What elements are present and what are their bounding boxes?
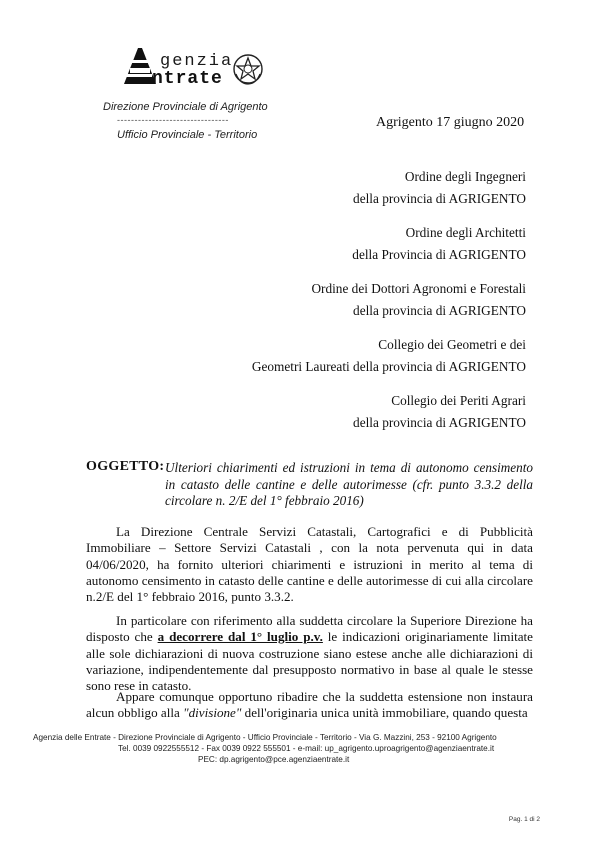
letter-date: Agrigento 17 giugno 2020 bbox=[376, 115, 525, 130]
recipient-block bbox=[252, 334, 526, 378]
body-paragraph-2 bbox=[86, 613, 533, 694]
paragraph-text: le indicazioni originariamente limitate alle sole dichiarazioni di nuova costruzione siano estese anche alle dichiarazioni di variazione, indipendentemente dal presupposto normativo in base al quale le stesse sono rese in catasto. bbox=[86, 629, 533, 694]
office-line-2: Ufficio Provinciale - Territorio bbox=[117, 129, 258, 141]
paragraph-text: In particolare con riferimento alla suddetta circolare la Superiore Direzione ha disposto che bbox=[86, 613, 533, 645]
recipient-block bbox=[311, 278, 526, 322]
office-line-1: Direzione Provinciale di Agrigento bbox=[103, 101, 268, 113]
office-divider: -------------------------------- bbox=[117, 115, 229, 125]
recipient-line: della Provincia di AGRIGENTO bbox=[352, 247, 526, 262]
italian-republic-emblem-icon bbox=[232, 52, 264, 86]
recipient-line: Collegio dei Periti Agrari bbox=[391, 393, 526, 408]
recipient-line: della provincia di AGRIGENTO bbox=[353, 415, 526, 430]
logo-text-genzia: genzia bbox=[160, 52, 234, 71]
paragraph-text: Appare comunque opportuno ribadire che la suddetta estensione non instaura alcun obbligo alla bbox=[86, 689, 533, 721]
page-number: Pag. 1 di 2 bbox=[508, 816, 540, 823]
body-paragraph-1 bbox=[86, 524, 533, 605]
recipient-line: Ordine degli Ingegneri bbox=[404, 169, 526, 184]
division-emphasis: "divisione" bbox=[183, 705, 242, 721]
paragraph-text: dell'originaria unica unità immobiliare, quando questa bbox=[241, 705, 528, 721]
footer-contacts: Tel. 0039 0922555512 - Fax 0039 0922 555501 - e-mail: up_agrigento.uproagrigento@agenziaentrate.it bbox=[118, 744, 495, 753]
effective-date-emphasis: a decorrere dal 1° luglio p.v. bbox=[157, 629, 323, 645]
recipient-block bbox=[352, 222, 526, 266]
recipient-line: Ordine degli Architetti bbox=[405, 225, 526, 240]
recipient-block bbox=[353, 390, 526, 434]
subject-label: OGGETTO: bbox=[86, 459, 165, 474]
footer-pec: PEC: dp.agrigento@pce.agenziaentrate.it bbox=[198, 755, 350, 764]
recipient-block bbox=[353, 166, 526, 210]
footer-address: Agenzia delle Entrate - Direzione Provinciale di Agrigento - Ufficio Provinciale - Territorio - Via G. Mazzini, 253 - 92100 Agrigento bbox=[33, 733, 497, 742]
body-paragraph-3 bbox=[86, 689, 533, 722]
recipient-line: Collegio dei Geometri e dei bbox=[378, 337, 526, 352]
recipient-line: della provincia di AGRIGENTO bbox=[353, 191, 526, 206]
recipient-line: Ordine dei Dottori Agronomi e Forestali bbox=[311, 281, 526, 296]
logo-text-ntrate: ntrate bbox=[152, 69, 223, 89]
recipient-line: Geometri Laureati della provincia di AGRIGENTO bbox=[251, 359, 526, 374]
subject-text: Ulteriori chiarimenti ed istruzioni in tema di autonomo censimento in catasto delle cantine e delle autorimesse (cfr. punto 3.3.2 della circolare n. 2/E del 1° febbraio 2016) bbox=[165, 460, 533, 508]
paragraph-text: La Direzione Centrale Servizi Catastali, Cartografici e di Pubblicità Immobiliare – Settore Servizi Catastali , con la nota pervenuta qui in data 04/06/2020, ha fornito ulteriori chiarimenti e istruzioni in merito al tema di autonomo censimento in catasto delle cantine e delle autorimesse di cui alla circolare n.2/E del 1° febbraio 2016, punto 3.3.2. bbox=[86, 524, 533, 605]
recipient-line: della provincia di AGRIGENTO bbox=[353, 303, 526, 318]
